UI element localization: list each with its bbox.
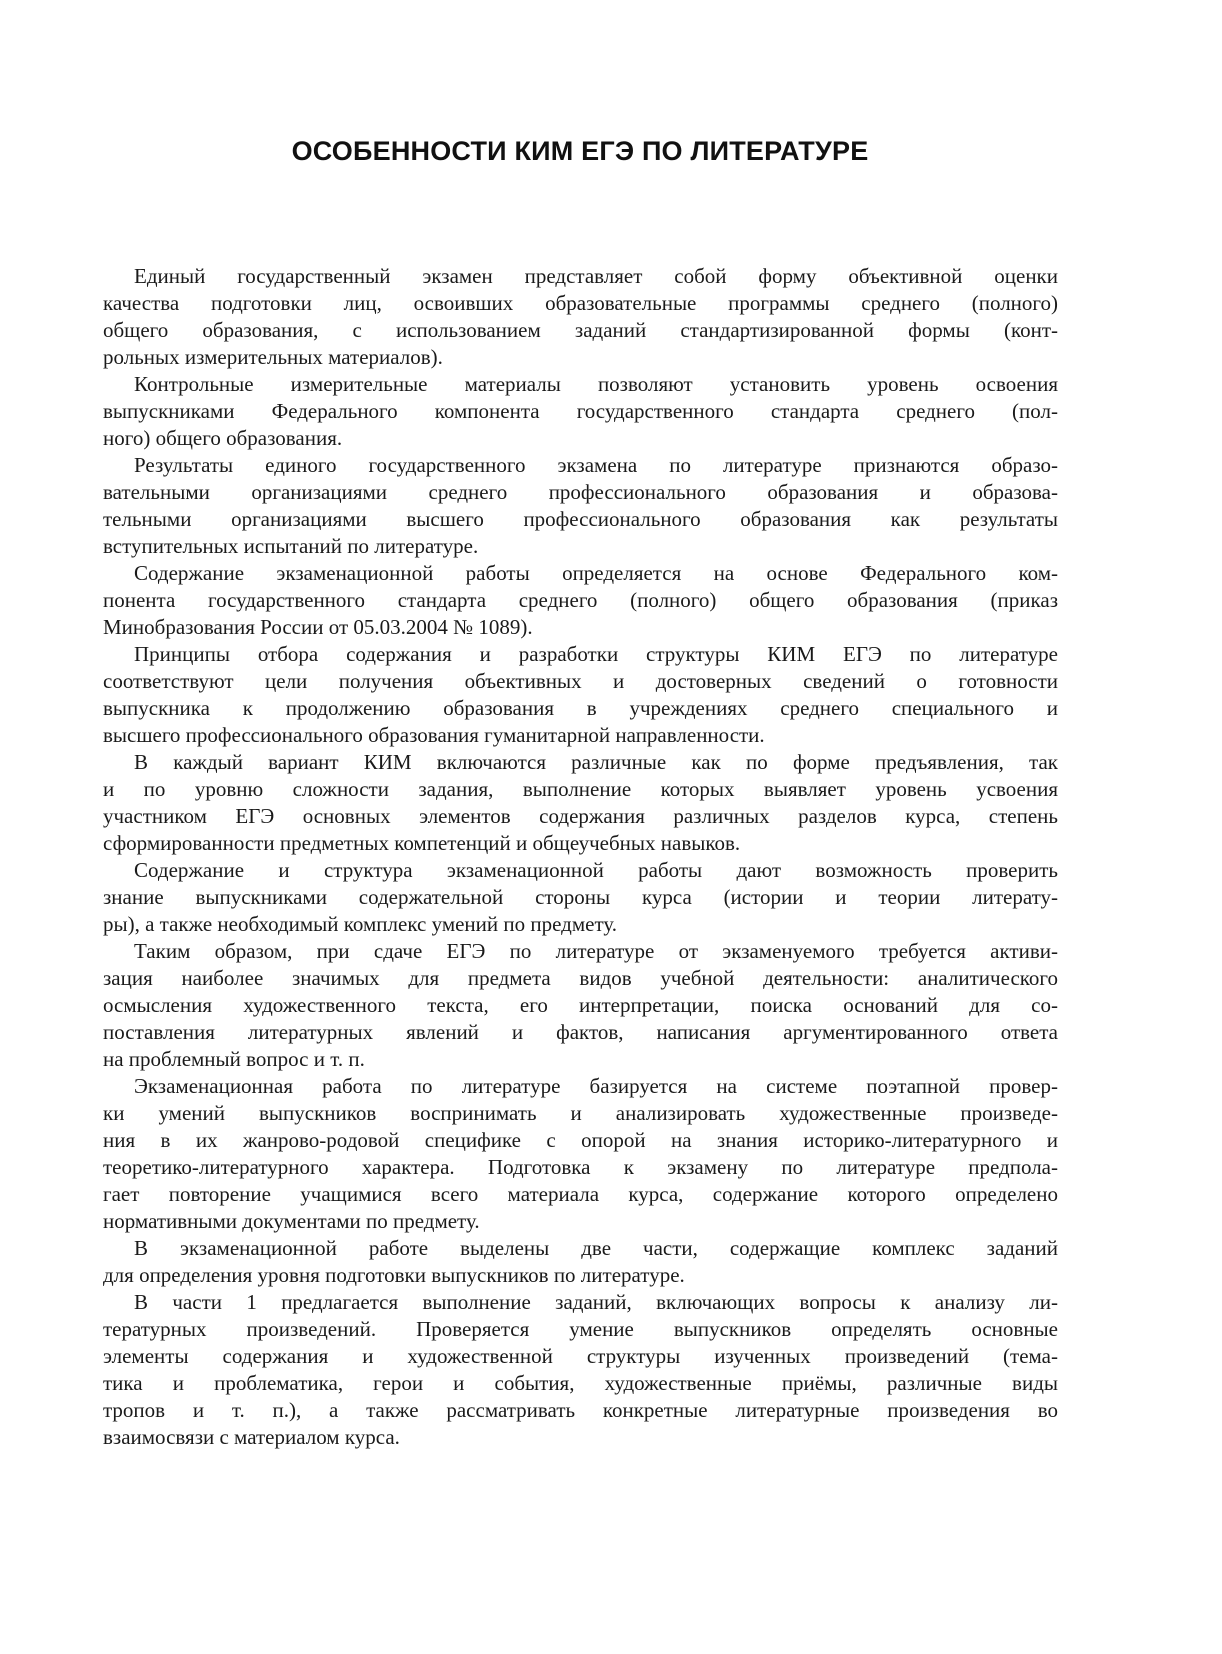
text-line: В части 1 предлагается выполнение заданий, включающих вопросы к анализу ли- xyxy=(134,1290,1058,1314)
paragraph xyxy=(103,857,1058,938)
text-line: ного) общего образования. xyxy=(103,426,343,450)
paragraph xyxy=(103,560,1058,641)
text-line: тика и проблематика, герои и события, художественные приёмы, различные виды xyxy=(103,1371,1058,1395)
text-line: элементы содержания и художественной структуры изученных произведений (тема- xyxy=(103,1344,1058,1368)
text-line: В экзаменационной работе выделены две части, содержащие комплекс заданий xyxy=(134,1236,1058,1260)
text-line: рольных измерительных материалов). xyxy=(103,345,443,369)
paragraph xyxy=(103,641,1058,749)
text-line: знание выпускниками содержательной стороны курса (истории и теории литерату- xyxy=(103,885,1058,909)
paragraph xyxy=(103,1235,1058,1289)
text-line: тропов и т. п.), а также рассматривать конкретные литературные произведения во xyxy=(103,1398,1058,1422)
text-line: В каждый вариант КИМ включаются различные как по форме предъявления, так xyxy=(134,750,1058,774)
text-line: общего образования, с использованием заданий стандартизированной формы (конт- xyxy=(103,318,1058,342)
text-line: качества подготовки лиц, освоивших образовательные программы среднего (полного) xyxy=(103,291,1058,315)
text-line: Результаты единого государственного экзамена по литературе признаются образо- xyxy=(134,453,1058,477)
text-line: соответствуют цели получения объективных и достоверных сведений о готовности xyxy=(103,669,1058,693)
text-line: и по уровню сложности задания, выполнение которых выявляет уровень усвоения xyxy=(103,777,1058,801)
text-line: зация наиболее значимых для предмета видов учебной деятельности: аналитического xyxy=(103,966,1058,990)
text-line: взаимосвязи с материалом курса. xyxy=(103,1425,400,1449)
text-line: осмысления художественного текста, его интерпретации, поиска оснований для со- xyxy=(103,993,1058,1017)
paragraph xyxy=(103,371,1058,452)
text-line: выпускника к продолжению образования в учреждениях среднего специального и xyxy=(103,696,1058,720)
paragraph xyxy=(103,1289,1058,1451)
text-line: ры), а также необходимый комплекс умений по предмету. xyxy=(103,912,618,936)
text-line: вательными организациями среднего профессионального образования и образова- xyxy=(103,480,1058,504)
text-line: Минобразования России от 05.03.2004 № 1089). xyxy=(103,615,533,639)
text-line: Контрольные измерительные материалы позволяют установить уровень освоения xyxy=(134,372,1058,396)
page-title: ОСОБЕННОСТИ КИМ ЕГЭ ПО ЛИТЕРАТУРЕ xyxy=(291,136,869,167)
text-line: гает повторение учащимися всего материала курса, содержание которого определено xyxy=(103,1182,1058,1206)
paragraph xyxy=(103,938,1058,1073)
paragraph xyxy=(103,263,1058,371)
text-line: участником ЕГЭ основных элементов содержания различных разделов курса, степень xyxy=(103,804,1058,828)
text-line: тературных произведений. Проверяется умение выпускников определять основные xyxy=(103,1317,1058,1341)
document-body xyxy=(103,263,1058,1451)
text-line: нормативными документами по предмету. xyxy=(103,1209,480,1233)
text-line: на проблемный вопрос и т. п. xyxy=(103,1047,365,1071)
paragraph xyxy=(103,1073,1058,1235)
text-line: выпускниками Федерального компонента государственного стандарта среднего (пол- xyxy=(103,399,1058,423)
text-line: Экзаменационная работа по литературе базируется на системе поэтапной провер- xyxy=(134,1074,1058,1098)
text-line: вступительных испытаний по литературе. xyxy=(103,534,479,558)
text-line: ки умений выпускников воспринимать и анализировать художественные произведе- xyxy=(103,1101,1058,1125)
text-line: Принципы отбора содержания и разработки структуры КИМ ЕГЭ по литературе xyxy=(134,642,1058,666)
text-line: Единый государственный экзамен представляет собой форму объективной оценки xyxy=(134,264,1058,288)
text-line: Таким образом, при сдаче ЕГЭ по литературе от экзаменуемого требуется активи- xyxy=(134,939,1058,963)
text-line: Содержание и структура экзаменационной работы дают возможность проверить xyxy=(134,858,1058,882)
text-line: Содержание экзаменационной работы определяется на основе Федерального ком- xyxy=(134,561,1058,585)
text-line: поставления литературных явлений и фактов, написания аргументированного ответа xyxy=(103,1020,1058,1044)
text-line: для определения уровня подготовки выпускников по литературе. xyxy=(103,1263,685,1287)
text-line: сформированности предметных компетенций и общеучебных навыков. xyxy=(103,831,741,855)
text-line: ния в их жанрово-родовой специфике с опорой на знания историко-литературного и xyxy=(103,1128,1058,1152)
paragraph xyxy=(103,749,1058,857)
text-line: тельными организациями высшего профессионального образования как результаты xyxy=(103,507,1058,531)
text-line: понента государственного стандарта среднего (полного) общего образования (приказ xyxy=(103,588,1058,612)
text-line: высшего профессионального образования гуманитарной направленности. xyxy=(103,723,765,747)
paragraph xyxy=(103,452,1058,560)
text-line: теоретико-литературного характера. Подготовка к экзамену по литературе предпола- xyxy=(103,1155,1058,1179)
